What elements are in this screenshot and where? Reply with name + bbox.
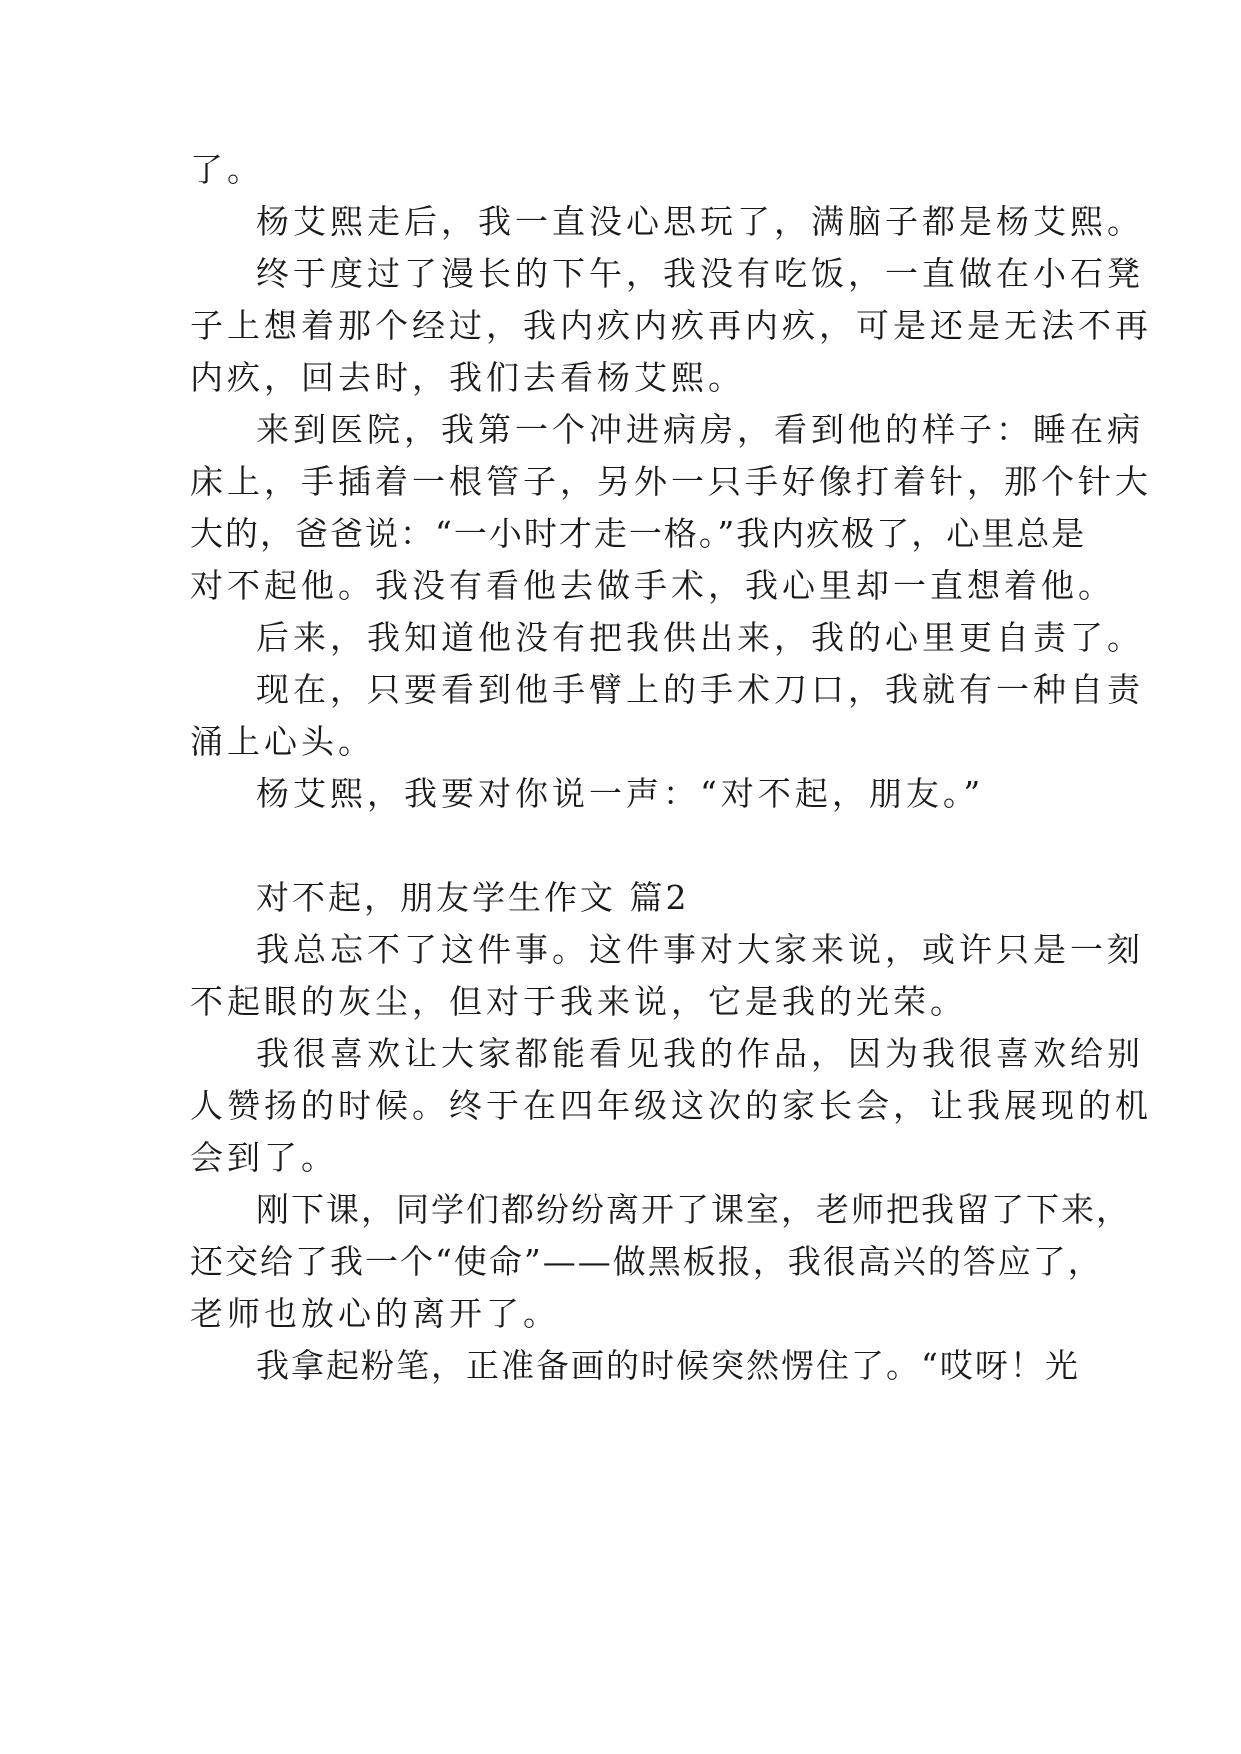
section-heading: 对不起，朋友学生作文 篇2 — [256, 878, 690, 917]
text-line: 不起眼的灰尘，但对于我来说，它是我的光荣。 — [190, 982, 967, 1021]
text-line: 会到了。 — [190, 1138, 338, 1177]
text-line: 床上，手插着一根管子，另外一只手好像打着针，那个针大 — [190, 462, 1152, 501]
text-line: 老师也放心的离开了。 — [190, 1294, 560, 1333]
text-line: 子上想着那个经过，我内疚内疚再内疚，可是还是无法不再 — [190, 306, 1152, 345]
text-line: 大的，爸爸说：“一小时才走一格。”我内疚极了，心里总是 — [190, 514, 1087, 553]
text-line: 涌上心头。 — [190, 722, 375, 761]
text-line: 杨艾熙走后，我一直没心思玩了，满脑子都是杨艾熙。 — [256, 202, 1144, 241]
text-line: 人赞扬的时候。终于在四年级这次的家长会，让我展现的机 — [190, 1086, 1152, 1125]
text-line: 后来，我知道他没有把我供出来，我的心里更自责了。 — [256, 618, 1144, 657]
text-line: 杨艾熙，我要对你说一声：“对不起，朋友。” — [256, 774, 985, 813]
text-line: 我拿起粉笔，正准备画的时候突然愣住了。“哎呀！光 — [256, 1346, 1080, 1385]
text-line: 我很喜欢让大家都能看见我的作品，因为我很喜欢给别 — [256, 1034, 1144, 1073]
text-line: 了。 — [190, 150, 264, 189]
text-line: 还交给了我一个“使命”——做黑板报，我很高兴的答应了， — [190, 1242, 1103, 1281]
text-line: 对不起他。我没有看他去做手术，我心里却一直想着他。 — [190, 566, 1115, 605]
text-line: 内疚，回去时，我们去看杨艾熙。 — [190, 358, 745, 397]
text-line: 终于度过了漫长的下午，我没有吃饭，一直做在小石凳 — [256, 254, 1144, 293]
text-line: 我总忘不了这件事。这件事对大家来说，或许只是一刻 — [256, 930, 1144, 969]
text-line: 现在，只要看到他手臂上的手术刀口，我就有一种自责 — [256, 670, 1144, 709]
text-line: 刚下课，同学们都纷纷离开了课室，老师把我留了下来， — [256, 1190, 1131, 1229]
text-line: 来到医院，我第一个冲进病房，看到他的样子：睡在病 — [256, 410, 1144, 449]
